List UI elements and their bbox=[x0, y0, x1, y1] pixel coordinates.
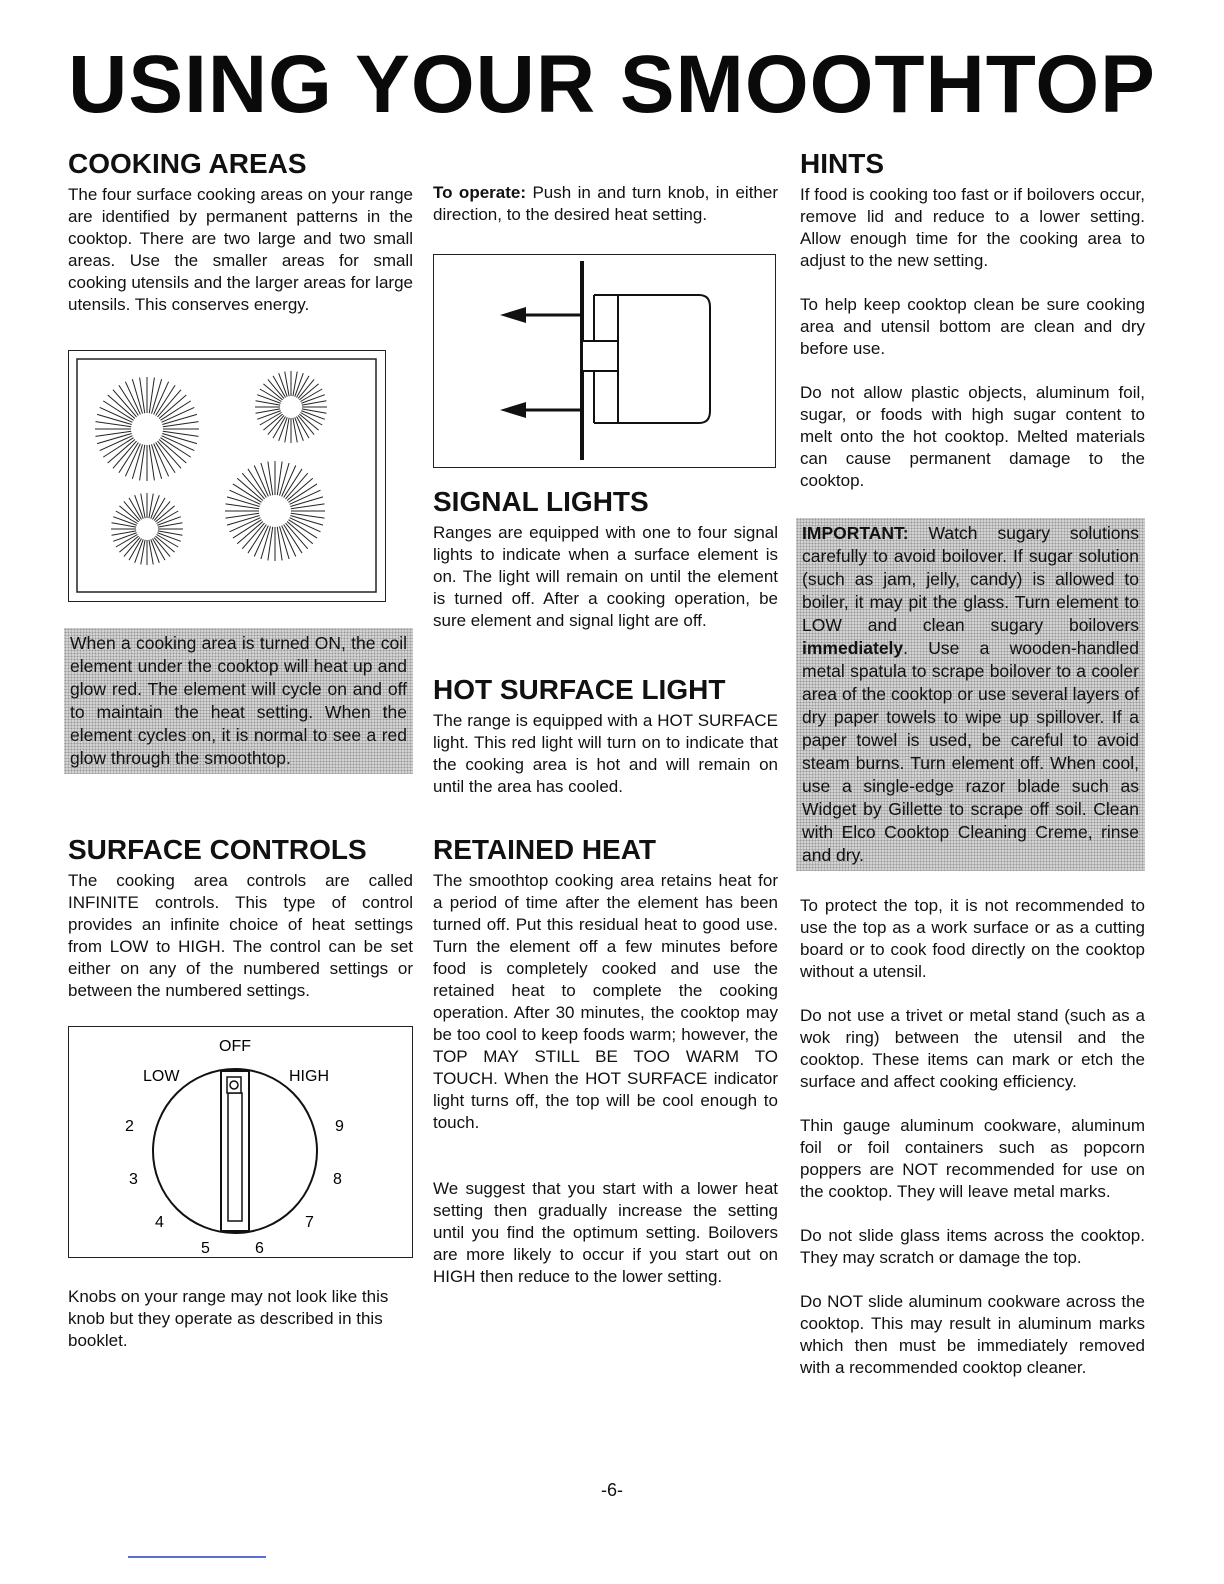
knob-handle bbox=[221, 1071, 249, 1231]
dial-label-2: 2 bbox=[125, 1118, 134, 1135]
hint-8: Do NOT slide aluminum cookware across the cooktop. This may result in aluminum marks which then must be immediately removed with a recommended cooktop cleaner. bbox=[800, 1292, 1145, 1377]
surface-controls-text: The cooking area controls are called INFINITE controls. This type of control provides an infinite choice of heat settings from LOW to HIGH. The control can be set either on any of the numbered settings or between the numbered settings. bbox=[68, 871, 413, 1000]
cooking-areas-heading: COOKING AREAS bbox=[68, 148, 307, 179]
cooktop-diagram bbox=[68, 350, 386, 602]
hot-surface-light-heading: HOT SURFACE LIGHT bbox=[433, 674, 726, 705]
hint-6: Thin gauge aluminum cookware, aluminum foil or foil containers such as popcorn poppers are NOT recommended for use on the cooktop. They will leave metal marks. bbox=[800, 1116, 1145, 1201]
burner-patterns bbox=[95, 371, 327, 565]
retained-heat-text-1: The smoothtop cooking area retains heat for a period of time after the element has been turned off. Put this residual heat to good use. Turn the element off a few minutes before food is completely cooked and use the retained heat to complete the cooking operation. After 30 minutes, the cooktop may be too cool to keep foods warm; however, the TOP MAY STILL BE TOO WARM TO TOUCH. When the HOT SURFACE indicator light turns off, the top will be cool enough to touch. bbox=[433, 871, 778, 1132]
dial-label-4: 4 bbox=[155, 1214, 164, 1231]
hint-5: Do not use a trivet or metal stand (such as a wok ring) between the utensil and the cooktop. These items can mark or etch the surface and affect cooking efficiency. bbox=[800, 1006, 1145, 1091]
dial-label-off: OFF bbox=[219, 1038, 251, 1055]
control-knob-diagram bbox=[68, 1026, 413, 1258]
cooking-areas-text: The four surface cooking areas on your range are identified by permanent patterns in the cooktop. There are two large and two small areas. Use the smaller areas for small cooking utensils and the larger areas for large utensils. This conserves energy. bbox=[68, 185, 413, 314]
dial-label-3: 3 bbox=[129, 1171, 138, 1188]
signal-lights-text: Ranges are equipped with one to four signal lights to indicate when a surface element is on. The light will remain on until the element is turned off. After a cooking operation, be sure element and signal light are off. bbox=[433, 523, 778, 630]
hint-7: Do not slide glass items across the cooktop. They may scratch or damage the top. bbox=[800, 1226, 1145, 1267]
page-title: USING YOUR SMOOTHTOP bbox=[68, 39, 1156, 130]
cooking-area-note: When a cooking area is turned ON, the coil element under the cooktop will heat up and glow red. The element will cycle on and off to maintain the heat setting. When the element cycles on, it is normal to see a red glow through the smoothtop. bbox=[64, 628, 413, 774]
operate-text: To operate: Push in and turn knob, in either direction, to the desired heat setting. bbox=[433, 183, 778, 224]
dial-label-6: 6 bbox=[255, 1240, 264, 1256]
column-right bbox=[800, 148, 1145, 1379]
important-note: IMPORTANT: Watch sugary solutions carefully to avoid boilover. If sugar solution (such as jam, jelly, candy) is allowed to boiler, it may pit the glass. Turn element to LOW and clean sugary boilovers immediately. Use a wooden-handled metal spatula to scrape boilover to a cooler area of the cooktop or use several layers of dry paper towels to wipe up spillover. If a paper towel is used, be careful to avoid steam burns. Turn element off. When cool, use a single-edge razor blade such as Widget by Gillette to scrape off soil. Clean with Elco Cooktop Cleaning Creme, rinse and dry. bbox=[796, 518, 1145, 871]
dial-label-8: 8 bbox=[333, 1171, 342, 1188]
retained-heat-heading: RETAINED HEAT bbox=[433, 834, 656, 865]
dial-label-low: LOW bbox=[143, 1068, 180, 1085]
hint-3: Do not allow plastic objects, aluminum foil, sugar, or foods with high sugar content to melt onto the hot cooktop. Melted materials can cause permanent damage to the cooktop. bbox=[800, 383, 1145, 490]
hint-4: To protect the top, it is not recommended to use the top as a work surface or as a cutting board or to cook food directly on the cooktop without a utensil. bbox=[800, 896, 1145, 981]
hints-heading: HINTS bbox=[800, 148, 884, 179]
column-middle bbox=[433, 182, 778, 1288]
column-left bbox=[68, 148, 413, 1352]
signal-lights-heading: SIGNAL LIGHTS bbox=[433, 486, 649, 517]
hint-1: If food is cooking too fast or if boilovers occur, remove lid and reduce to a lower setting. Allow enough time for the cooking area to adjust to the new setting. bbox=[800, 185, 1145, 270]
hot-surface-light-text: The range is equipped with a HOT SURFACE light. This red light will turn on to indicate that the cooking area is hot and will remain on until the area has cooled. bbox=[433, 711, 778, 796]
dial-label-high: HIGH bbox=[289, 1068, 329, 1085]
dial-label-9: 9 bbox=[335, 1118, 344, 1135]
footer-rule bbox=[128, 1556, 266, 1558]
page-number: -6- bbox=[601, 1480, 623, 1500]
surface-controls-heading: SURFACE CONTROLS bbox=[68, 834, 367, 865]
retained-heat-text-2: We suggest that you start with a lower heat setting then gradually increase the setting until you find the optimum setting. Boilovers are more likely to occur if you start out on HIGH then reduce to the lower setting. bbox=[433, 1179, 778, 1286]
push-turn-diagram bbox=[433, 254, 776, 468]
knob-note: Knobs on your range may not look like this knob but they operate as described in this booklet. bbox=[68, 1287, 389, 1350]
hint-2: To help keep cooktop clean be sure cooking area and utensil bottom are clean and dry before use. bbox=[800, 295, 1145, 358]
dial-label-5: 5 bbox=[201, 1240, 210, 1256]
dial-label-7: 7 bbox=[305, 1214, 314, 1231]
knob-indicator bbox=[227, 1077, 241, 1093]
